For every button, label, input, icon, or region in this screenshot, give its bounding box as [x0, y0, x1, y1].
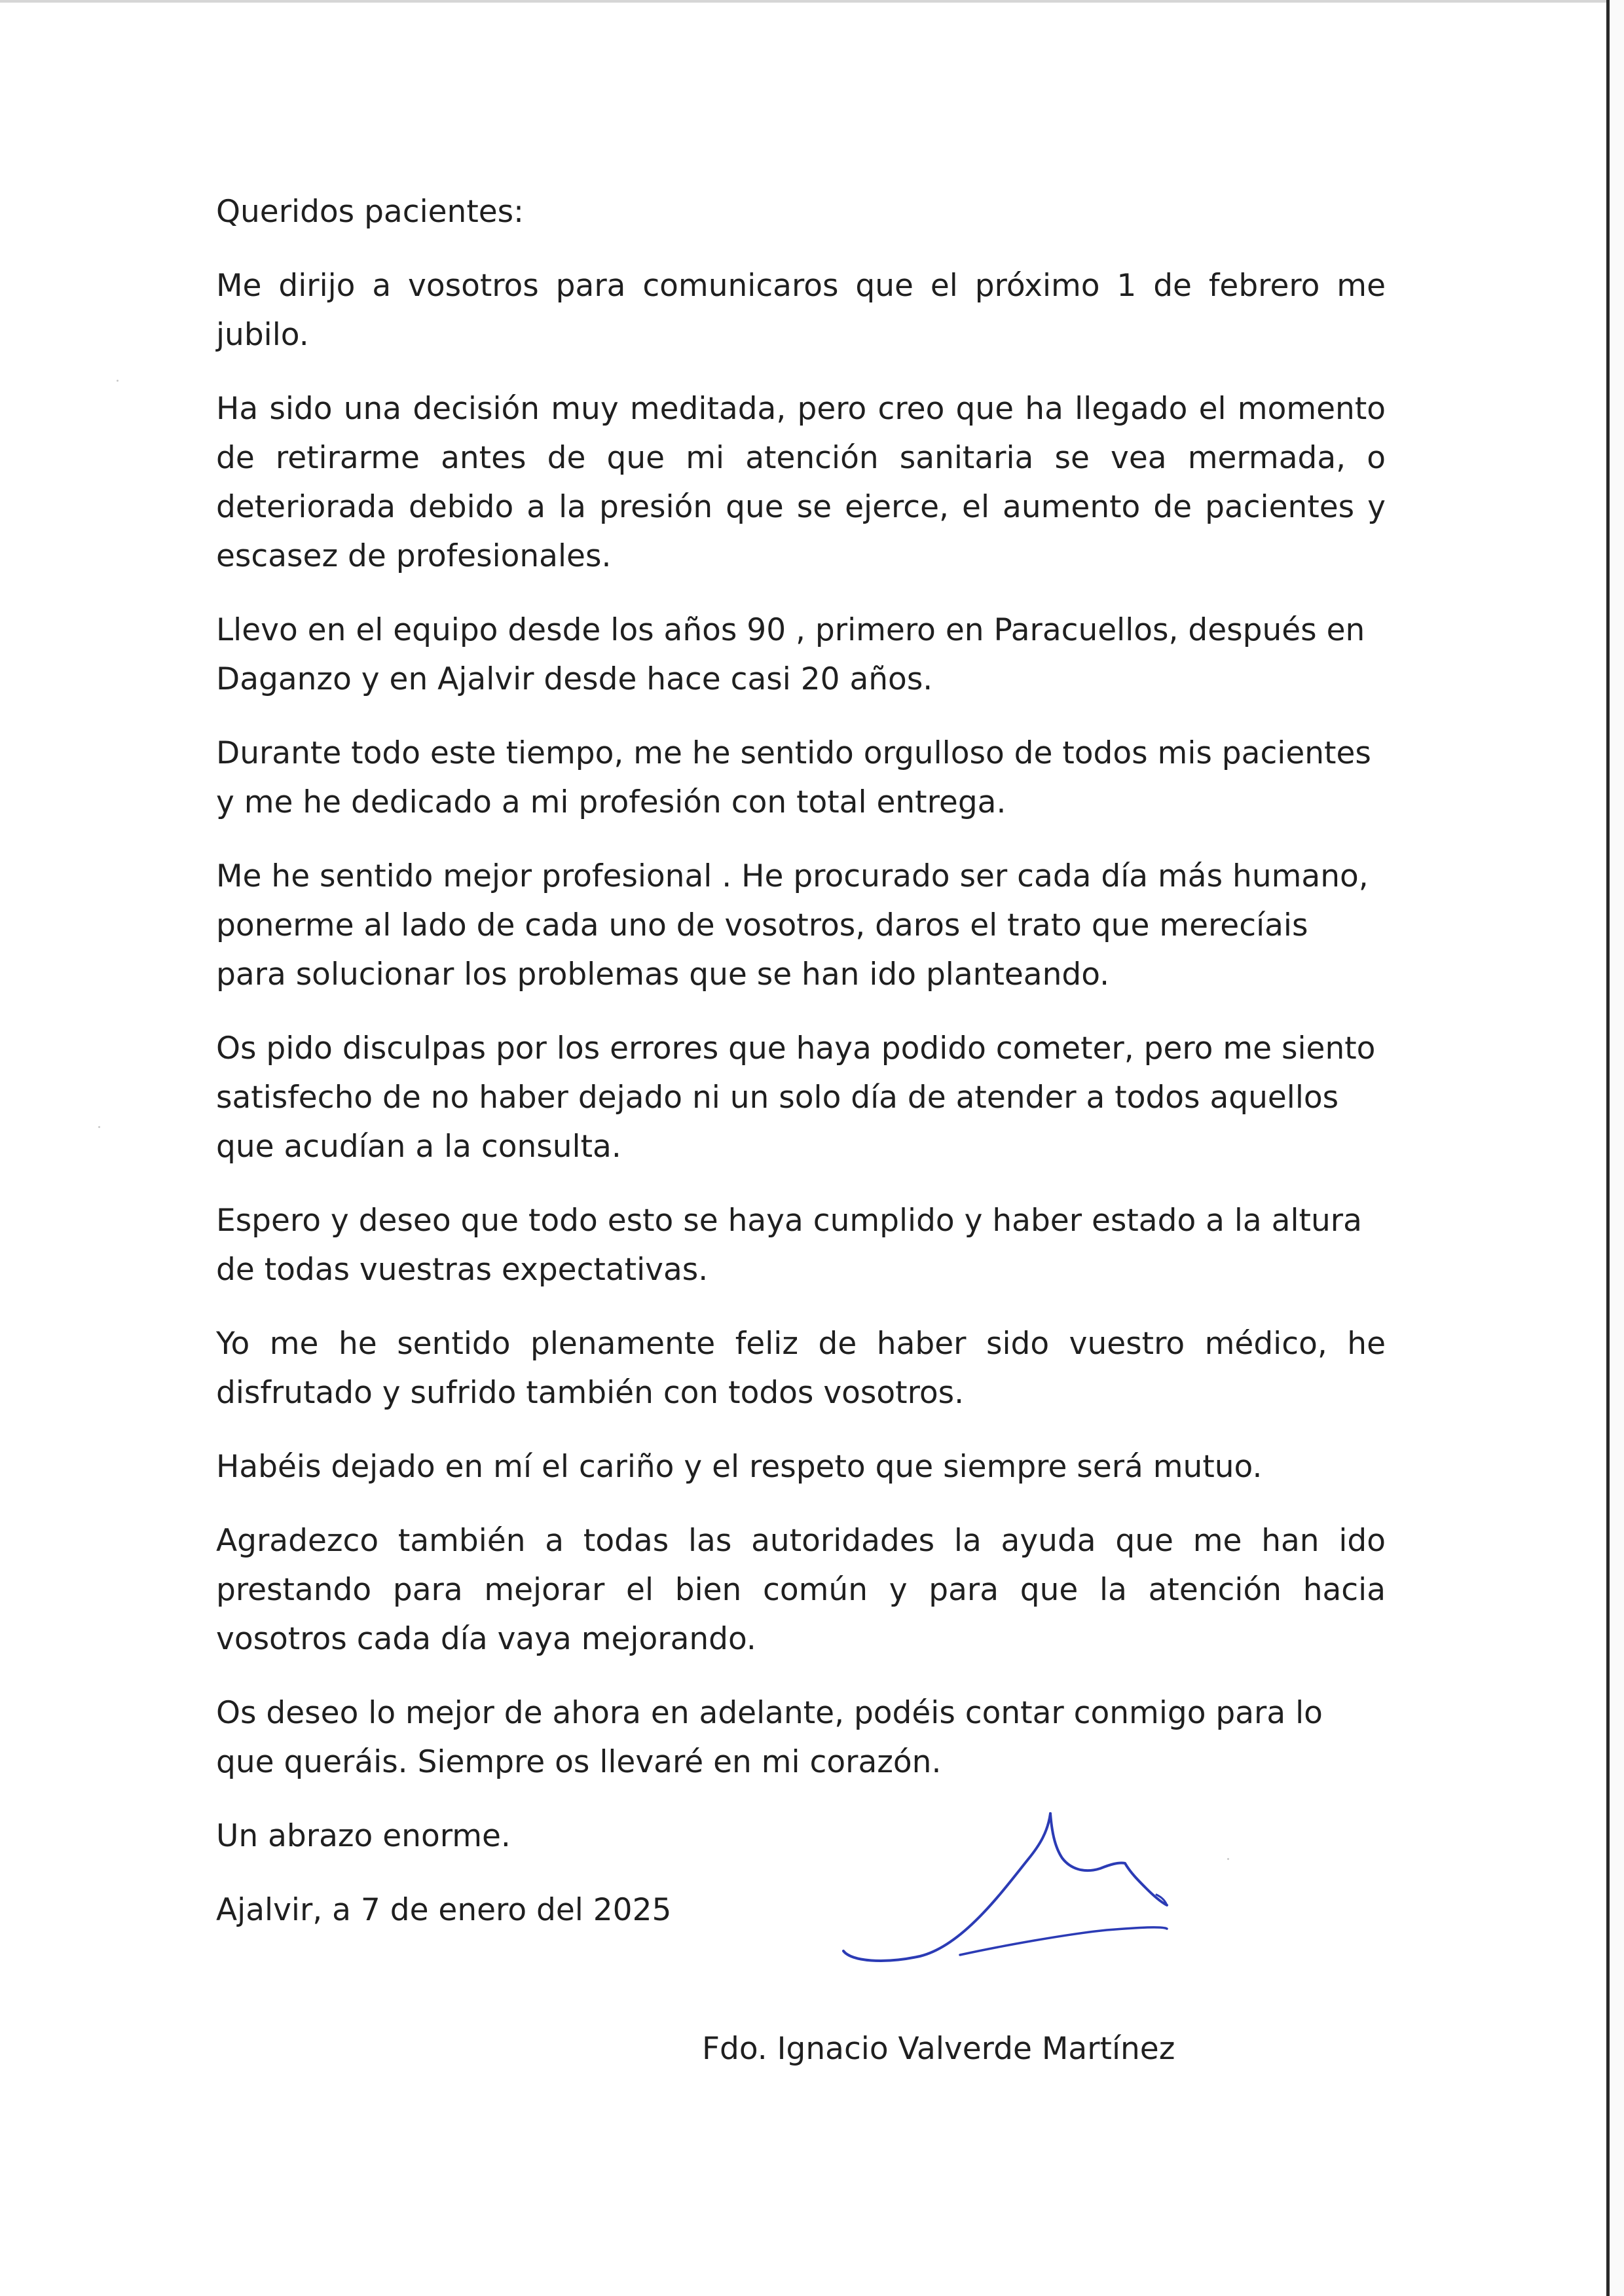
letter-paragraph: Llevo en el equipo desde los años 90 , primero en Paracuellos, después en Daganzo y en Ajalvir desde hace casi 20 años. [216, 612, 1365, 697]
scan-speck [98, 1126, 100, 1128]
letter-greeting: Queridos pacientes: [216, 194, 524, 230]
letter-paragraph: Yo me he sentido plenamente feliz de haber sido vuestro médico, he disfrutado y sufrido también con todos vosotros. [216, 1326, 1386, 1411]
signatory-name: Fdo. Ignacio Valverde Martínez [702, 2031, 1175, 2067]
letter-closing: Un abrazo enorme. [216, 1818, 511, 1854]
letter-paragraph: Habéis dejado en mí el cariño y el respeto que siempre será mutuo. [216, 1449, 1263, 1485]
letter-paragraph: Ha sido una decisión muy meditada, pero creo que ha llegado el momento de retirarme antes de que mi atención sanitaria se vea mermada, o deteriorada debido a la presión que se ejerce, el aumento de pacientes y escasez de profesionales. [216, 391, 1386, 574]
letter-body [216, 187, 1386, 1959]
scan-right-margin [1610, 0, 1624, 2296]
handwritten-signature [832, 1800, 1198, 1971]
scan-speck [117, 380, 119, 382]
scan-right-edge [1606, 0, 1610, 2296]
letter-paragraph: Os pido disculpas por los errores que haya podido cometer, pero me siento satisfecho de no haber dejado ni un solo día de atender a todos aquellos que acudían a la consulta. [216, 1030, 1376, 1165]
letter-place-date: Ajalvir, a 7 de enero del 2025 [216, 1892, 672, 1928]
letter-paragraph: Espero y deseo que todo esto se haya cumplido y haber estado a la altura de todas vuestras expectativas. [216, 1203, 1362, 1288]
letter-paragraph: Me dirijo a vosotros para comunicaros que el próximo 1 de febrero me jubilo. [216, 268, 1386, 353]
letter-paragraph: Agradezco también a todas las autoridades la ayuda que me han ido prestando para mejorar el bien común y para que la atención hacia vosotros cada día vaya mejorando. [216, 1523, 1386, 1657]
letter-paragraph: Os deseo lo mejor de ahora en adelante, podéis contar conmigo para lo que queráis. Siempre os llevaré en mi corazón. [216, 1695, 1323, 1780]
scan-top-edge [0, 0, 1624, 3]
letter-paragraph: Me he sentido mejor profesional . He procurado ser cada día más humano, ponerme al lado de cada uno de vosotros, daros el trato que merecíais para solucionar los problemas que se han ido planteando. [216, 858, 1369, 993]
letter-paragraph: Durante todo este tiempo, me he sentido orgulloso de todos mis pacientes y me he dedicado a mi profesión con total entrega. [216, 735, 1371, 820]
